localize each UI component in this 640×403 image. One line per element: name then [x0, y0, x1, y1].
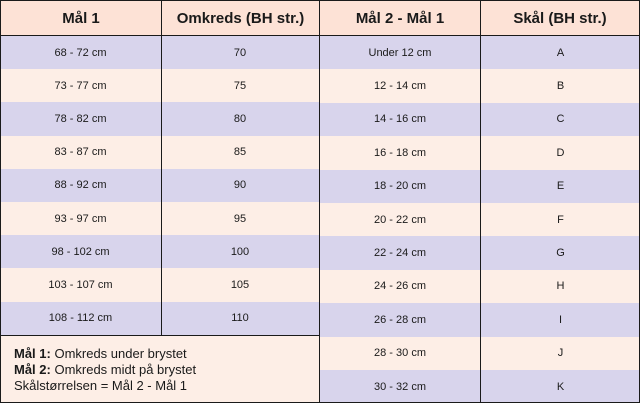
note-line-1: Mål 1: Omkreds under brystet: [14, 346, 187, 361]
table-cell: 93 - 97 cm: [0, 202, 161, 235]
table-cell: H: [481, 270, 640, 303]
table-cell: 20 - 22 cm: [320, 203, 480, 236]
header-mal1: Mål 1: [0, 0, 162, 36]
table-cell: 78 - 82 cm: [0, 102, 161, 135]
column-mal1: [0, 36, 161, 335]
note-line-3: Skålstørrelsen = Mål 2 - Mål 1: [14, 378, 188, 393]
table-cell: 88 - 92 cm: [0, 169, 161, 202]
table-cell: 68 - 72 cm: [0, 36, 161, 69]
table-cell: 30 - 32 cm: [320, 370, 480, 403]
table-cell: G: [481, 236, 640, 269]
table-cell: 18 - 20 cm: [320, 170, 480, 203]
header-skaal: Skål (BH str.): [480, 0, 640, 36]
table-cell: 95: [161, 202, 319, 235]
table-cell: 24 - 26 cm: [320, 270, 480, 303]
table-cell: 28 - 30 cm: [320, 337, 480, 370]
table-cell: 90: [161, 169, 319, 202]
column-skaal: [481, 36, 640, 403]
note-line-2: Mål 2: Omkreds midt på brystet: [14, 362, 197, 377]
table-cell: 98 - 102 cm: [0, 235, 161, 268]
column-diff: [320, 36, 480, 403]
table-cell: 26 - 28 cm: [320, 303, 480, 336]
table-cell: K: [481, 370, 640, 403]
table-cell: 12 - 14 cm: [320, 69, 480, 102]
table-cell: 108 - 112 cm: [0, 302, 161, 335]
table-cell: 70: [161, 36, 319, 69]
table-cell: 80: [161, 102, 319, 135]
table-cell: A: [481, 36, 640, 69]
table-cell: C: [481, 103, 640, 136]
column-omkreds: [161, 36, 319, 335]
legend-note: [0, 335, 319, 403]
table-cell: 75: [161, 69, 319, 102]
table-cell: E: [481, 170, 640, 203]
table-cell: B: [481, 69, 640, 102]
table-cell: J: [481, 337, 640, 370]
table-cell: 110: [161, 302, 319, 335]
header-omkreds: Omkreds (BH str.): [161, 0, 320, 36]
table-cell: 83 - 87 cm: [0, 136, 161, 169]
table-cell: Under 12 cm: [320, 36, 480, 69]
table-cell: 100: [161, 235, 319, 268]
table-cell: I: [481, 303, 640, 336]
table-cell: 103 - 107 cm: [0, 268, 161, 301]
table-cell: D: [481, 136, 640, 169]
table-cell: 73 - 77 cm: [0, 69, 161, 102]
table-cell: 22 - 24 cm: [320, 236, 480, 269]
table-cell: 16 - 18 cm: [320, 136, 480, 169]
table-cell: 85: [161, 136, 319, 169]
table-cell: 105: [161, 268, 319, 301]
table-cell: 14 - 16 cm: [320, 103, 480, 136]
table-cell: F: [481, 203, 640, 236]
header-diff: Mål 2 - Mål 1: [319, 0, 481, 36]
